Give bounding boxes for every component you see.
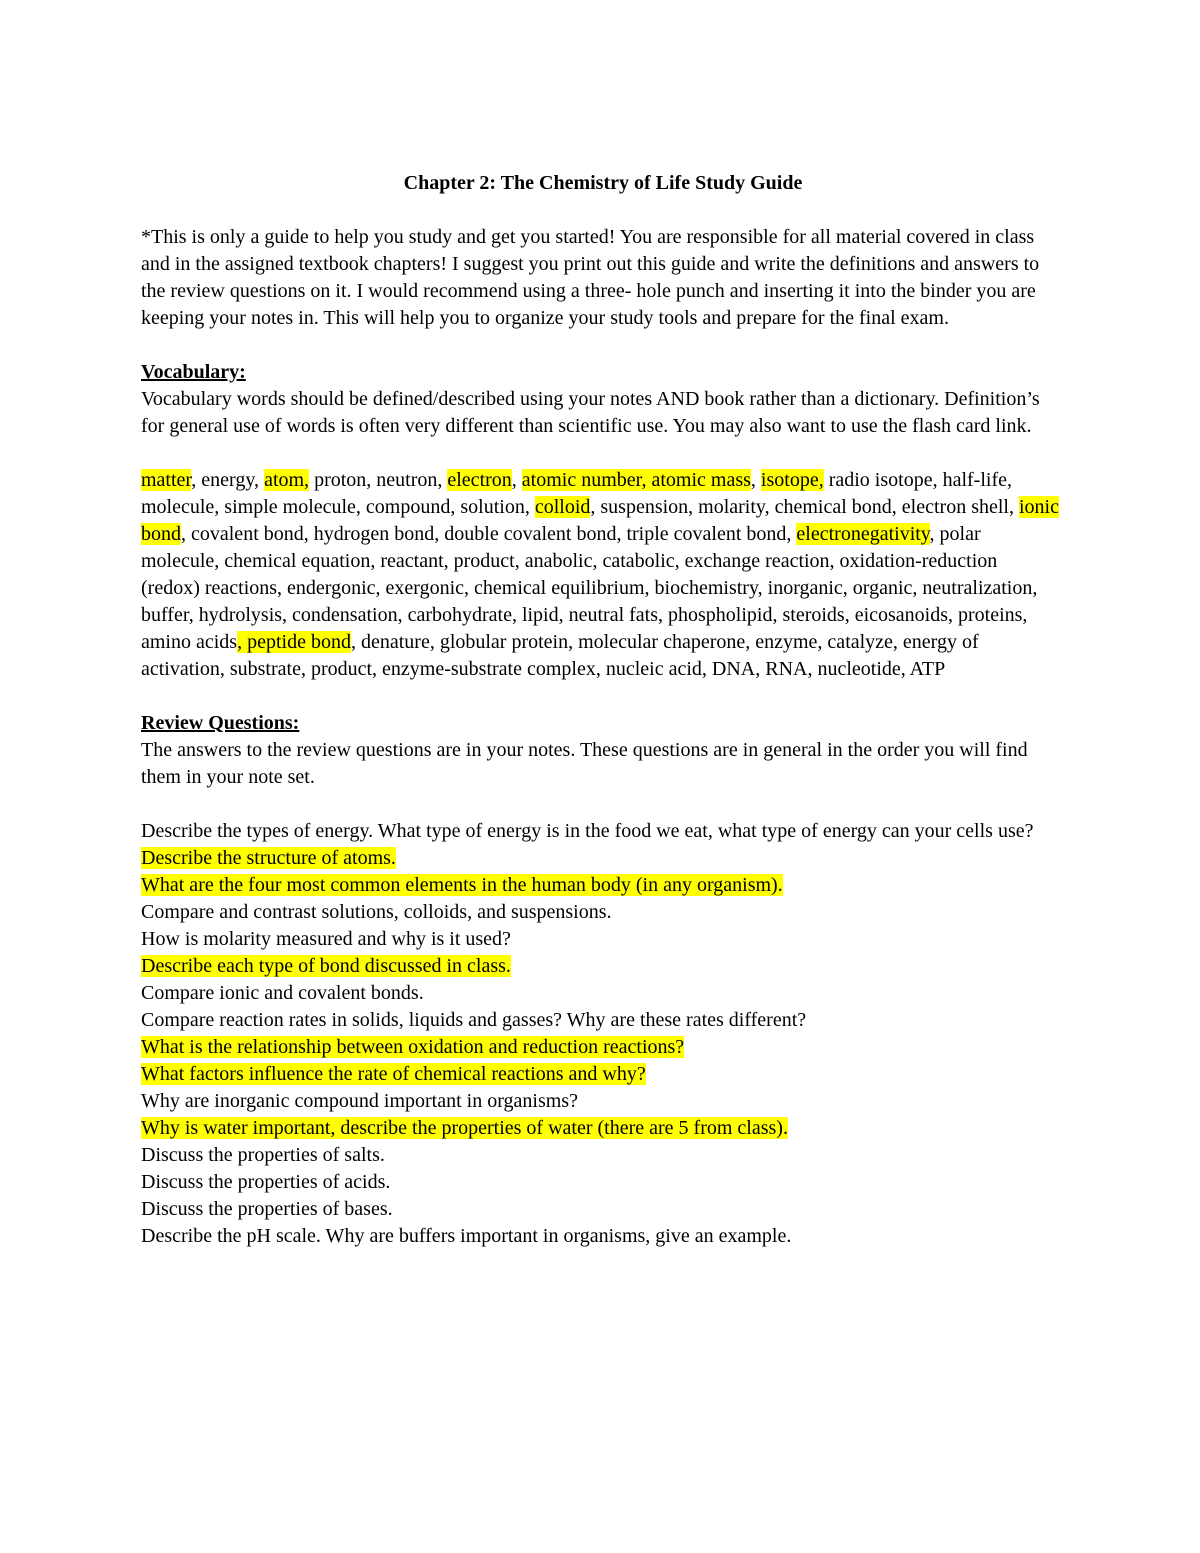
term-run: ,: [511, 469, 522, 491]
review-question: [141, 1034, 1061, 1061]
term-run: radio isotope, half-life, molecule, simple molecule, compound, solution,: [141, 469, 1012, 518]
review-heading-text: Review Questions:: [141, 712, 300, 734]
review-question: [141, 1007, 1061, 1034]
review-heading: [141, 710, 1061, 737]
highlighted-question-text: What factors influence the rate of chemical reactions and why?: [141, 1063, 646, 1085]
document-body: [141, 170, 1061, 1250]
vocabulary-description: Vocabulary words should be defined/described using your notes AND book rather than a dictionary. Definition’s for general use of words is often very different than scientific use. You may also want to use the flash card link.: [141, 388, 1040, 437]
question-text: Compare reaction rates in solids, liquids and gasses? Why are these rates different?: [141, 1009, 807, 1031]
term-run: , denature, globular protein, molecular chaperone, enzyme, catalyze, energy of activation, substrate, product, enzyme-substrate complex, nucleic acid, DNA, RNA, nucleotide, ATP: [141, 631, 979, 680]
term-run: , suspension, molarity, chemical bond, electron shell,: [590, 496, 1019, 518]
term-run: , polar molecule, chemical equation, reactant, product, anabolic, catabolic, exchange reaction, oxidation-reduction (redox) reactions, endergonic, exergonic, chemical equilibrium, biochemistry, inorganic, organic, neutralization, buffer, hydrolysis, condensation, carbohydrate, lipid, neutral fats, phospholipid, steroids, eicosanoids, proteins, amino acids: [141, 523, 1038, 653]
term-run: ,: [750, 469, 761, 491]
review-question: [141, 1142, 1061, 1169]
review-question: [141, 899, 1061, 926]
highlighted-term: , peptide bond: [237, 631, 351, 653]
review-question: [141, 872, 1061, 899]
spacer: [141, 683, 1061, 710]
review-question: [141, 1115, 1061, 1142]
review-question: [141, 1061, 1061, 1088]
highlighted-question-text: Describe each type of bond discussed in class.: [141, 955, 511, 977]
vocabulary-heading: [141, 359, 1061, 386]
term-run: , energy,: [191, 469, 265, 491]
highlighted-question-text: What is the relationship between oxidation and reduction reactions?: [141, 1036, 685, 1058]
term-run: proton, neutron,: [309, 469, 448, 491]
question-text: Discuss the properties of salts.: [141, 1144, 385, 1166]
intro-paragraph: *This is only a guide to help you study and get you started! You are responsible for all material covered in class and in the assigned textbook chapters! I suggest you print out this guide and write the definitions and answers to the review questions on it. I would recommend using a three- hole punch and inserting it into the binder you are keeping your notes in. This will help you to organize your study tools and prepare for the final exam.: [141, 226, 1040, 329]
question-text: Describe the pH scale. Why are buffers important in organisms, give an example.: [141, 1225, 792, 1247]
review-question: [141, 1088, 1061, 1115]
highlighted-term: electronegativity: [796, 523, 930, 545]
question-text: Why are inorganic compound important in organisms?: [141, 1090, 578, 1112]
highlighted-term: colloid: [534, 496, 591, 518]
document-title: Chapter 2: The Chemistry of Life Study Guide: [403, 172, 803, 194]
question-text: Describe the types of energy. What type of energy is in the food we eat, what type of energy can your cells use?: [141, 820, 1034, 842]
question-text: Discuss the properties of acids.: [141, 1171, 391, 1193]
highlighted-question-text: Describe the structure of atoms.: [141, 847, 396, 869]
highlighted-question-text: What are the four most common elements in the human body (in any organism).: [141, 874, 783, 896]
review-question: [141, 1223, 1061, 1250]
highlighted-term: atom,: [264, 469, 310, 491]
review-question: [141, 980, 1061, 1007]
highlighted-term: atomic number, atomic mass: [521, 469, 751, 491]
review-question: [141, 845, 1061, 872]
review-question: [141, 1169, 1061, 1196]
question-text: Discuss the properties of bases.: [141, 1198, 393, 1220]
review-question-list: [141, 818, 1061, 1250]
review-question: [141, 926, 1061, 953]
highlighted-term: ionic bond: [141, 496, 1059, 545]
spacer: [141, 332, 1061, 359]
highlighted-term: matter: [141, 469, 192, 491]
question-text: How is molarity measured and why is it used?: [141, 928, 511, 950]
review-question: [141, 818, 1061, 845]
term-run: , covalent bond, hydrogen bond, double covalent bond, triple covalent bond,: [181, 523, 797, 545]
highlighted-term: isotope,: [760, 469, 824, 491]
review-description: The answers to the review questions are in your notes. These questions are in general in the order you will find them in your note set.: [141, 739, 1028, 788]
highlighted-term: electron: [447, 469, 512, 491]
review-question: [141, 1196, 1061, 1223]
question-text: Compare and contrast solutions, colloids, and suspensions.: [141, 901, 612, 923]
highlighted-question-text: Why is water important, describe the properties of water (there are 5 from class).: [141, 1117, 788, 1139]
spacer: [141, 440, 1061, 467]
spacer: [141, 791, 1061, 818]
vocabulary-heading-text: Vocabulary:: [141, 361, 246, 383]
review-question: [141, 953, 1061, 980]
question-text: Compare ionic and covalent bonds.: [141, 982, 424, 1004]
vocabulary-terms: [141, 467, 1061, 683]
